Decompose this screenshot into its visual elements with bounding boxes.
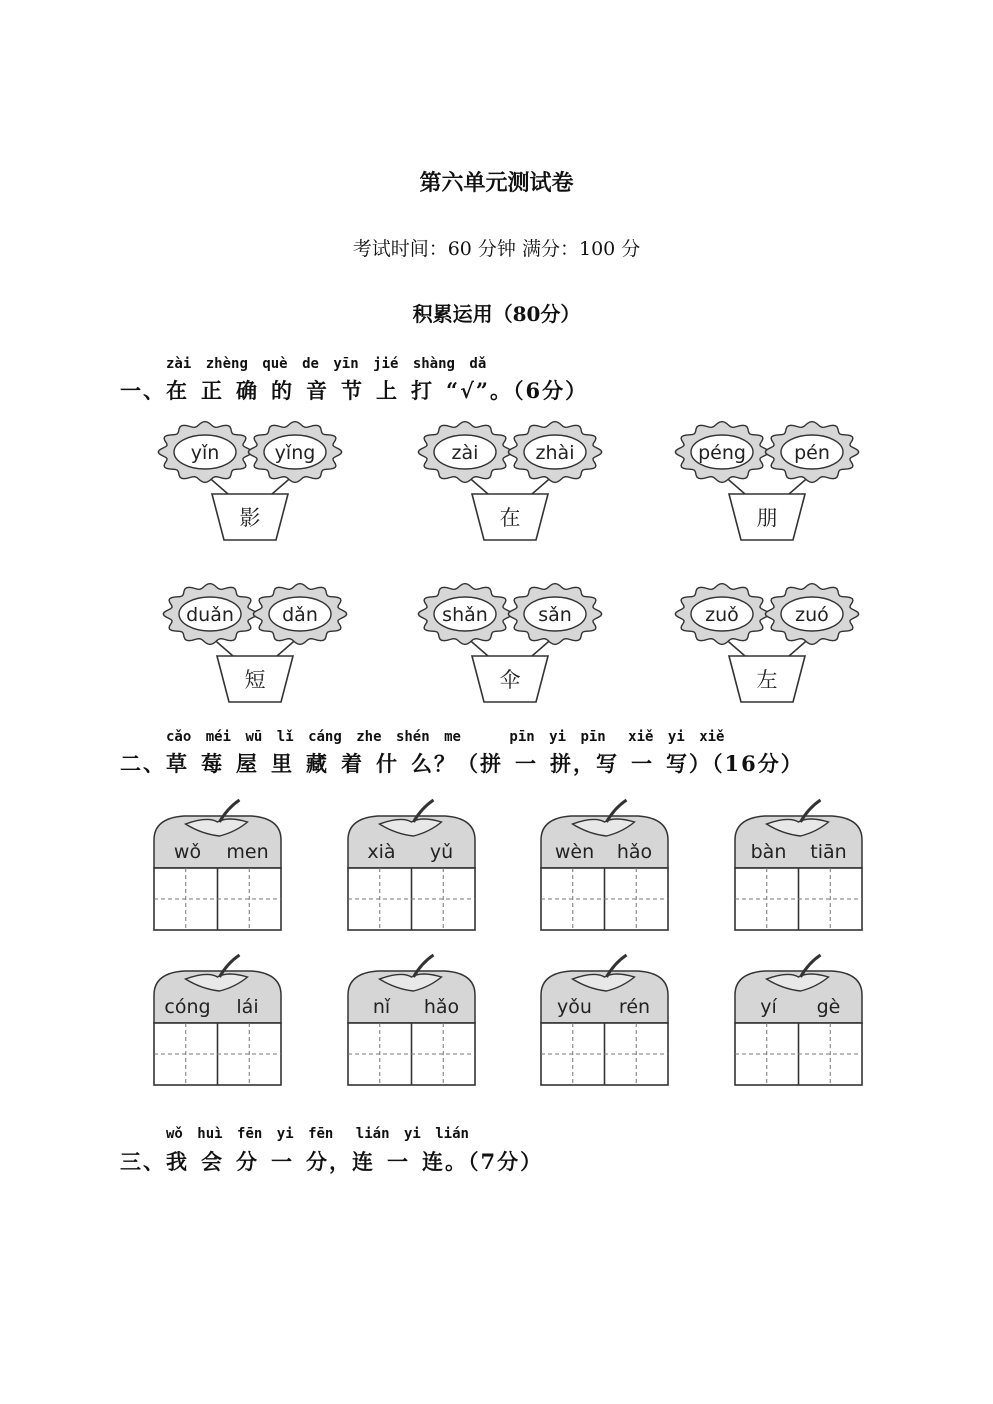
question-char: 一	[515, 751, 538, 776]
pinyin: fēn	[308, 1126, 334, 1142]
flower-pot-group	[418, 422, 601, 540]
question-number: 二、	[120, 751, 166, 776]
flower-pinyin: péng	[698, 442, 746, 464]
pinyin: zài	[166, 356, 192, 372]
pinyin: pīn	[509, 729, 535, 745]
pinyin: lǐ	[276, 729, 294, 745]
strawberry-card	[541, 955, 668, 1085]
q3-pinyin-row	[166, 1126, 469, 1142]
flower-pinyin: dǎn	[282, 604, 318, 626]
question-char: 分	[236, 1149, 259, 1174]
pinyin: pīn	[580, 729, 606, 745]
strawberry-card	[348, 955, 475, 1085]
question-char: 一	[631, 751, 654, 776]
question-char: 在	[166, 378, 189, 403]
pinyin: fēn	[237, 1126, 263, 1142]
question-char: 正	[201, 378, 224, 403]
strawberry-pinyin: tiān	[810, 841, 847, 863]
pot-character: 朋	[756, 506, 778, 530]
question-char: 音	[306, 378, 329, 403]
pinyin: lián	[435, 1126, 469, 1142]
strawberry-pinyin: lái	[236, 996, 259, 1018]
pot-character: 左	[756, 668, 778, 692]
pinyin: lián	[355, 1126, 390, 1142]
pot-character: 伞	[499, 668, 521, 692]
strawberry-pinyin: yǒu	[557, 996, 592, 1018]
strawberry-pinyin: yí	[760, 996, 777, 1018]
question-char: 分，连	[306, 1149, 375, 1174]
pinyin: wǒ	[166, 1126, 183, 1142]
q3-question	[120, 1146, 543, 1176]
flower-pinyin: yǐn	[190, 442, 220, 464]
pinyin: yi	[549, 729, 566, 745]
flower-pinyin: yǐng	[274, 442, 316, 464]
question-char: 着	[341, 751, 364, 776]
question-tail: 连。（7分）	[422, 1149, 544, 1174]
pinyin: yi	[667, 729, 685, 745]
pinyin: cǎo	[166, 729, 192, 745]
strawberry-pinyin: nǐ	[372, 996, 391, 1018]
pinyin: yīn	[333, 356, 359, 372]
flower-pinyin: zài	[451, 442, 479, 464]
pinyin: shén	[395, 729, 430, 745]
question-tail: “√”。（6分）	[446, 378, 589, 403]
question-char: 一	[271, 1149, 294, 1174]
pinyin: què	[262, 356, 288, 372]
question-tail: 写）（16分）	[666, 751, 804, 776]
question-char: 里	[271, 751, 294, 776]
pinyin: yi	[276, 1126, 294, 1142]
question-char: 上	[376, 378, 399, 403]
question-char: 莓	[201, 751, 224, 776]
flower-pinyin: pén	[794, 442, 830, 464]
q2-pinyin-row	[166, 729, 725, 745]
flower-pot-group	[158, 422, 341, 540]
pinyin: cáng	[308, 729, 342, 745]
flower-pinyin: zuó	[795, 604, 829, 626]
strawberry-pinyin: yǔ	[429, 841, 454, 863]
pinyin: shàng	[412, 356, 455, 372]
flower-pinyin: zhài	[535, 442, 575, 464]
question-char: 确	[236, 378, 259, 403]
pinyin: yi	[403, 1126, 421, 1142]
strawberry-pinyin: gè	[816, 996, 841, 1018]
pinyin: zhe	[356, 729, 382, 745]
question-char: 藏	[306, 751, 329, 776]
section-heading: 积累运用（80分）	[412, 302, 581, 326]
question-char: 么？（拼	[411, 751, 503, 776]
pinyin: méi	[205, 729, 232, 745]
question-number: 一、	[120, 378, 166, 403]
question-char: 屋	[236, 751, 259, 776]
question-char: 拼，写	[550, 751, 619, 776]
q2-question	[120, 748, 804, 778]
question-char: 节	[341, 378, 364, 403]
pinyin: me	[444, 729, 461, 745]
pot-character: 影	[239, 506, 261, 530]
pinyin: huì	[197, 1126, 223, 1142]
page-title: 第六单元测试卷	[419, 171, 574, 196]
flower-pot-group	[675, 584, 858, 702]
flower-pinyin: zuǒ	[705, 604, 739, 626]
strawberry-pinyin: cóng	[164, 996, 211, 1018]
strawberry-pinyin: men	[226, 841, 269, 863]
question-char: 我	[166, 1149, 189, 1174]
strawberry-card	[154, 955, 281, 1085]
strawberry-card	[154, 800, 281, 930]
strawberry-pinyin: rén	[618, 996, 651, 1018]
pinyin: xiě	[628, 729, 654, 745]
flower-pinyin: duǎn	[186, 604, 234, 626]
question-number: 三、	[120, 1149, 166, 1174]
flower-pinyin: shǎn	[442, 604, 488, 626]
pinyin: zhèng	[205, 356, 248, 372]
strawberry-card	[735, 800, 862, 930]
exam-info: 考试时间：60 分钟 满分：100 分	[352, 238, 641, 260]
flower-pot-group	[675, 422, 858, 540]
flower-pinyin: sǎn	[538, 604, 572, 626]
question-char: 草	[166, 751, 189, 776]
strawberry-pinyin: bàn	[750, 841, 787, 863]
strawberry-card	[348, 800, 475, 930]
pinyin: dǎ	[469, 356, 487, 372]
pinyin: wū	[245, 729, 263, 745]
question-char: 打	[411, 378, 434, 403]
question-char: 会	[201, 1149, 224, 1174]
strawberry-pinyin: wǒ	[173, 841, 202, 863]
pinyin: de	[302, 356, 319, 372]
strawberry-card	[735, 955, 862, 1085]
flower-pot-group	[418, 584, 601, 702]
flower-pot-group	[163, 584, 346, 702]
pot-character: 在	[499, 506, 521, 530]
strawberry-pinyin: wèn	[554, 841, 595, 863]
question-char: 什	[376, 751, 399, 776]
pinyin: jié	[373, 356, 399, 372]
strawberry-pinyin: hǎo	[423, 996, 460, 1018]
pot-character: 短	[244, 668, 266, 692]
strawberry-pinyin: xià	[367, 841, 396, 863]
question-char: 一	[387, 1149, 410, 1174]
strawberry-card	[541, 800, 668, 930]
pinyin: xiě	[699, 729, 725, 745]
question-char: 的	[271, 378, 294, 403]
strawberry-pinyin: hǎo	[616, 841, 653, 863]
